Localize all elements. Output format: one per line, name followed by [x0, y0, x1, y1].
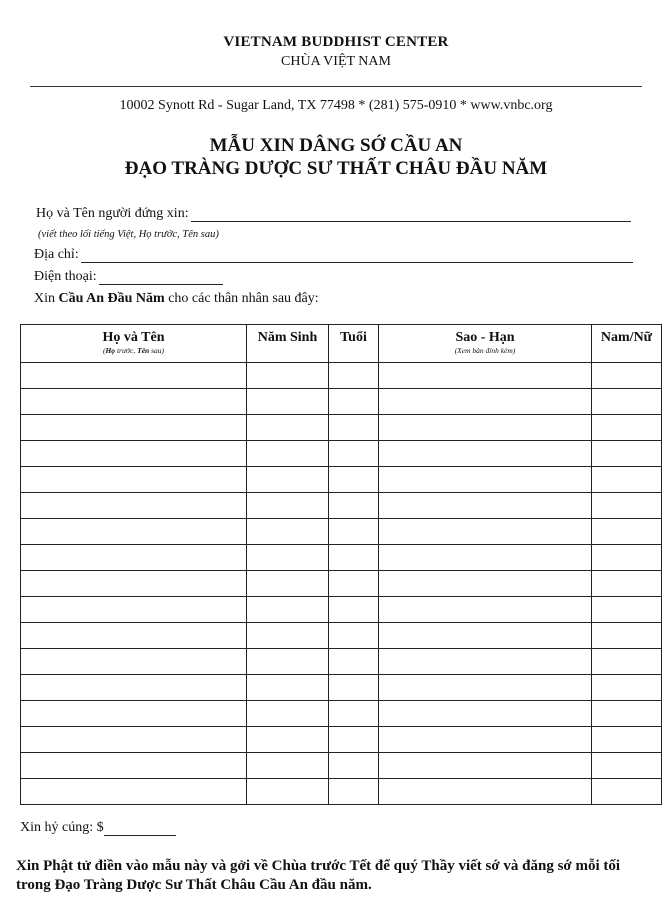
column-header-name-label: Họ và Tên [102, 330, 165, 345]
cell-gender[interactable] [592, 519, 662, 545]
org-name: VIETNAM BUDDHIST CENTER [223, 34, 449, 50]
cell-age[interactable] [329, 779, 379, 805]
org-name-vietnamese: CHÙA VIỆT NAM [281, 54, 391, 69]
cell-age[interactable] [329, 753, 379, 779]
cell-birth-year[interactable] [247, 389, 329, 415]
contact-address: 10002 Synott Rd - Sugar Land, TX 77498 * (281) 575-0910 * www.vnbc.org [119, 98, 553, 113]
table-row [21, 363, 662, 389]
cell-name[interactable] [21, 493, 247, 519]
cell-name[interactable] [21, 519, 247, 545]
family-intro-suffix: cho các thân nhân sau đây: [164, 291, 319, 306]
cell-name[interactable] [21, 467, 247, 493]
cell-birth-year[interactable] [247, 441, 329, 467]
cell-gender[interactable] [592, 467, 662, 493]
cell-name[interactable] [21, 363, 247, 389]
cell-age[interactable] [329, 727, 379, 753]
address-input-line[interactable] [81, 248, 633, 263]
phone-input-line[interactable] [99, 270, 223, 285]
cell-birth-year[interactable] [247, 753, 329, 779]
cell-gender[interactable] [592, 545, 662, 571]
cell-birth-year[interactable] [247, 597, 329, 623]
address-label: Địa chỉ: [34, 247, 79, 262]
cell-age[interactable] [329, 571, 379, 597]
table-row [21, 701, 662, 727]
donation-field[interactable] [20, 820, 176, 836]
cell-star[interactable] [379, 727, 592, 753]
table-row [21, 753, 662, 779]
cell-birth-year[interactable] [247, 571, 329, 597]
cell-gender[interactable] [592, 701, 662, 727]
family-intro [34, 291, 319, 307]
footer-instructions: Xin Phật tử điền vào mẫu này và gởi về Chùa trước Tết để quý Thầy viết sớ và đăng sớ mỗi tối trong Đạo Tràng Dược Sư Thất Châu Cầu An đầu năm. [16, 858, 621, 893]
cell-gender[interactable] [592, 779, 662, 805]
requester-name-label: Họ và Tên người đứng xin: [36, 206, 189, 221]
cell-star[interactable] [379, 545, 592, 571]
cell-gender[interactable] [592, 675, 662, 701]
cell-birth-year[interactable] [247, 493, 329, 519]
cell-star[interactable] [379, 779, 592, 805]
table-row [21, 675, 662, 701]
table-row [21, 727, 662, 753]
cell-star[interactable] [379, 441, 592, 467]
cell-gender[interactable] [592, 597, 662, 623]
cell-birth-year[interactable] [247, 467, 329, 493]
cell-age[interactable] [329, 649, 379, 675]
table-header-row [21, 325, 662, 363]
cell-birth-year[interactable] [247, 623, 329, 649]
cell-star[interactable] [379, 597, 592, 623]
cell-birth-year[interactable] [247, 649, 329, 675]
column-header-star [379, 325, 592, 363]
cell-star[interactable] [379, 701, 592, 727]
family-intro-emphasis: Cầu An Đầu Năm [58, 291, 165, 306]
form-title: MẪU XIN DÂNG SỚ CẦU AN [209, 135, 463, 156]
requester-name-hint: (viết theo lối tiếng Việt, Họ trước, Tên sau) [38, 229, 219, 240]
cell-gender[interactable] [592, 493, 662, 519]
cell-star[interactable] [379, 623, 592, 649]
cell-star[interactable] [379, 675, 592, 701]
table-row [21, 623, 662, 649]
cell-birth-year[interactable] [247, 779, 329, 805]
cell-age[interactable] [329, 493, 379, 519]
column-header-star-hint: (Xem bản đính kèm) [454, 346, 516, 355]
table-row [21, 545, 662, 571]
cell-age[interactable] [329, 389, 379, 415]
cell-birth-year[interactable] [247, 727, 329, 753]
table-row [21, 649, 662, 675]
cell-age[interactable] [329, 701, 379, 727]
address-field[interactable] [34, 247, 633, 263]
cell-birth-year[interactable] [247, 519, 329, 545]
cell-gender[interactable] [592, 363, 662, 389]
cell-birth-year[interactable] [247, 415, 329, 441]
donation-label: Xin hỷ cúng: $ [20, 820, 104, 835]
cell-name[interactable] [21, 727, 247, 753]
column-header-name-hint: (Họ trước, Tên sau) [102, 346, 165, 355]
donation-input-line[interactable] [104, 821, 176, 836]
cell-star[interactable] [379, 649, 592, 675]
cell-age[interactable] [329, 597, 379, 623]
cell-name[interactable] [21, 779, 247, 805]
cell-name[interactable] [21, 571, 247, 597]
cell-name[interactable] [21, 441, 247, 467]
cell-age[interactable] [329, 623, 379, 649]
cell-age[interactable] [329, 415, 379, 441]
requester-name-field[interactable] [36, 206, 631, 222]
cell-age[interactable] [329, 519, 379, 545]
table-row [21, 415, 662, 441]
cell-name[interactable] [21, 623, 247, 649]
cell-gender[interactable] [592, 389, 662, 415]
phone-label: Điện thoại: [34, 269, 97, 284]
cell-star[interactable] [379, 415, 592, 441]
cell-name[interactable] [21, 597, 247, 623]
phone-field[interactable] [34, 269, 223, 285]
cell-gender[interactable] [592, 571, 662, 597]
header-divider [30, 86, 642, 87]
cell-star[interactable] [379, 389, 592, 415]
column-header-star-label: Sao - Hạn [455, 330, 515, 345]
family-members-table [20, 324, 662, 805]
cell-star[interactable] [379, 493, 592, 519]
cell-gender[interactable] [592, 623, 662, 649]
cell-birth-year[interactable] [247, 675, 329, 701]
cell-star[interactable] [379, 467, 592, 493]
cell-name[interactable] [21, 389, 247, 415]
table-row [21, 519, 662, 545]
requester-name-input-line[interactable] [191, 207, 631, 222]
cell-age[interactable] [329, 441, 379, 467]
cell-birth-year[interactable] [247, 701, 329, 727]
cell-gender[interactable] [592, 753, 662, 779]
cell-gender[interactable] [592, 415, 662, 441]
table-row [21, 779, 662, 805]
column-header-name [21, 325, 247, 363]
cell-star[interactable] [379, 571, 592, 597]
column-header-gender: Nam/Nữ [592, 325, 662, 363]
form-subtitle: ĐẠO TRÀNG DƯỢC SƯ THẤT CHÂU ĐẦU NĂM [124, 158, 548, 179]
cell-age[interactable] [329, 545, 379, 571]
column-header-birth-year: Năm Sinh [247, 325, 329, 363]
table-row [21, 571, 662, 597]
cell-name[interactable] [21, 649, 247, 675]
cell-name[interactable] [21, 675, 247, 701]
table-row [21, 389, 662, 415]
cell-name[interactable] [21, 415, 247, 441]
cell-star[interactable] [379, 519, 592, 545]
cell-age[interactable] [329, 363, 379, 389]
cell-star[interactable] [379, 363, 592, 389]
table-row [21, 441, 662, 467]
table-row [21, 467, 662, 493]
table-row [21, 597, 662, 623]
cell-name[interactable] [21, 701, 247, 727]
cell-name[interactable] [21, 545, 247, 571]
family-intro-prefix: Xin [34, 291, 59, 306]
cell-gender[interactable] [592, 649, 662, 675]
cell-birth-year[interactable] [247, 545, 329, 571]
cell-gender[interactable] [592, 727, 662, 753]
cell-name[interactable] [21, 753, 247, 779]
cell-age[interactable] [329, 675, 379, 701]
cell-star[interactable] [379, 753, 592, 779]
column-header-age: Tuổi [329, 325, 379, 363]
cell-gender[interactable] [592, 441, 662, 467]
table-row [21, 493, 662, 519]
cell-age[interactable] [329, 467, 379, 493]
cell-birth-year[interactable] [247, 363, 329, 389]
